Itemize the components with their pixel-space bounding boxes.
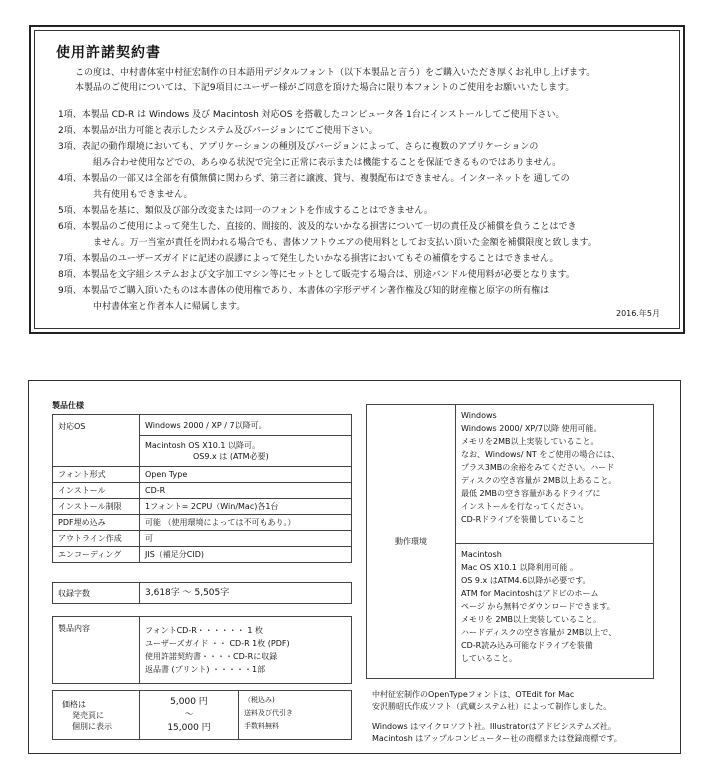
env-mac [456, 544, 654, 679]
spec-value: 1フォント= 2CPU（Win/Mac)各1台 [140, 499, 352, 515]
env-mac-line: ハードディスクの空き容量が 2MB以上で、 [461, 628, 617, 637]
license-intro-line: 本製品のご使用については、下記9項目にユーザー様がご同意を頂けた場合に限り本フォントのご使用をお願いいたします。 [75, 83, 575, 93]
spec-value: 可能 （使用環境によっては不可もあり。） [140, 515, 352, 531]
license-item-6: 6項、本製品のご使用によって発生した、直接的、間接的、波及的ないかなる損害について一切の責任及び補償を負うことはでき [58, 222, 577, 232]
price-values [140, 691, 239, 740]
price-label-line: 個別に表示 [72, 721, 112, 731]
footnote-line: Windows はマイクロソフト社。Illustratorはアドビシステムズ社。 [372, 722, 616, 731]
spec-value: Open Type [140, 467, 352, 483]
price-note-line: （税込み) [244, 696, 275, 704]
spec-row-os [53, 415, 352, 436]
contents-item: 返品書 (プリント) ・・・・・1部 [145, 665, 266, 674]
price-table [52, 690, 352, 740]
license-item-2: 2項、本製品が出力可能と表示したシステム及びバージョンにてご使用下さい。 [58, 126, 378, 136]
license-title: 使用許諾契約書 [56, 45, 161, 61]
contents-row [53, 617, 352, 684]
license-item-4: 4項、本製品の一部又は全部を有償無償に関わらず、第三者に譲渡、貸与、複製配布はできません。インターネットを 通しての [58, 174, 570, 184]
env-mac-line: メモリを 2MB以上実装していること。 [461, 615, 602, 624]
contents-item: 使用許諾契約書・・・・CD-Rに収録 [145, 652, 278, 661]
spec-value [140, 436, 352, 467]
license-item-9: 9項、本製品でご購入頂いたものは本書体の使用権であり、本書体の字形デザイン著作権及び知的財産権と原字の所有権は [58, 286, 550, 296]
license-item-1: 1項、本製品 CD-R は Windows 及び Macintosh 対応OS を搭載したコンピュータ各 1台にインストールしてご使用下さい。 [58, 110, 565, 120]
license-item-9-cont: 中村書体室と作者本人に帰属します。 [93, 302, 246, 312]
spec-value-line: Macintosh OS X10.1 以降可。 [145, 441, 261, 450]
env-table [366, 404, 654, 679]
char-count-table [52, 582, 352, 604]
spec-label: アウトライン作成 [53, 531, 140, 547]
price-range-mark: 〜 [184, 709, 194, 720]
contents-item: フォントCD-R・・・・・・ 1 枚 [145, 626, 263, 635]
spec-label: インストール [53, 483, 140, 499]
spec-label: フォント形式 [53, 467, 140, 483]
env-mac-line: Mac OS X10.1 以降利用可能 。 [461, 563, 579, 572]
spec-row [53, 531, 352, 547]
env-windows [456, 405, 654, 544]
env-windows-line: Windows 2000/ XP/7以降 使用可能。 [461, 424, 602, 433]
footnotes [372, 689, 622, 745]
env-windows-line: CD-Rドライブを装備していること [461, 515, 585, 524]
footnote-line: 中村征宏制作のOpenTypeフォントは、OTEdit for Mac [372, 690, 575, 699]
env-mac-line: CD-R読み込み可能なドライブを装備 [461, 641, 593, 650]
spec-row [53, 499, 352, 515]
char-count-value: 3,618字 ～ 5,505字 [140, 583, 352, 604]
footnote-line: Macintosh はアップルコンピューター社の商標または登録商標です。 [372, 734, 622, 743]
license-item-8: 8項、本製品を文字組システムおよび文字加工マシン等にセットとして販売する場合は、別途バンドル使用料が必要となります。 [58, 270, 575, 280]
license-item-3-cont: 組み合わせ使用などでの、あらゆる状況で完全に正常に表示または機能することを保証できるものではありません。 [93, 158, 562, 168]
spec-table [52, 414, 352, 563]
contents-item: ユーザーズガイド ・・ CD-R 1枚 (PDF) [145, 639, 290, 648]
spec-title: 製品仕様 [52, 401, 84, 410]
license-date: 2016.年5月 [616, 309, 660, 318]
price-note-line: 送料及び代引き [244, 709, 293, 717]
spec-label: インストール制限 [53, 499, 140, 515]
spec-value: CD-R [140, 483, 352, 499]
env-windows-line: プラス3MBの余裕をみてください。ハード [461, 463, 615, 472]
env-windows-line: メモリを2MB以上実装していること。 [461, 437, 599, 446]
spec-row [53, 467, 352, 483]
spec-label: 対応OS [53, 415, 140, 467]
contents-table [52, 616, 352, 684]
env-windows-line: インストールを行なってください。 [461, 502, 589, 511]
env-mac-line: ATM for Macintoshはアドビのホーム [461, 589, 599, 598]
env-row-windows [367, 405, 654, 544]
license-item-4-cont: 共有使用もできません。 [93, 190, 193, 200]
env-mac-line: していること。 [461, 654, 517, 663]
price-label [53, 691, 140, 740]
char-count-row [53, 583, 352, 604]
price-note [239, 691, 352, 740]
spec-value: JIS（補足分CID) [140, 547, 352, 563]
char-count-label: 収録字数 [53, 583, 140, 604]
env-mac-line: Macintosh [461, 550, 502, 559]
contents-label: 製品内容 [53, 617, 140, 684]
env-mac-line: OS 9.x はATM4.6以降が必要です。 [461, 576, 591, 585]
env-mac-line: ページ から無料でダウンロードできます。 [461, 602, 615, 611]
price-row [53, 691, 352, 740]
footnote-spacer [372, 713, 622, 721]
env-label: 動作環境 [367, 405, 456, 679]
contents-list [140, 617, 352, 684]
license-intro-line: この度は、中村書体室中村征宏制作の日本語用デジタルフォント（以下本製品と言う）をご購入いただき厚くお礼申し上げます。 [75, 68, 596, 78]
license-item-7: 7項、本製品のユーザーズガイドに記述の誤謬によって発生したいかなる損害においてもその補償をすることはできません。 [58, 254, 559, 264]
footnote-line: 安沢勝昭氏作成ソフト（武蔵システム社）によって制作しました。 [372, 702, 612, 711]
spec-row [53, 547, 352, 563]
license-item-6-cont: ません。万一当室が責任を問われる場合でも、書体ソフトウエアの使用料としてお支払い頂いた金額を補償限度と致します。 [93, 238, 597, 248]
spec-value-line: OS9.x は (ATM必要) [193, 452, 269, 461]
env-windows-line: なお、Windows/ NT をご使用の場合には、 [461, 450, 620, 459]
env-windows-line: ディスクの空き容量が 2MB以上あること。 [461, 476, 617, 485]
price-label-line: 発売頁に [72, 710, 104, 720]
env-windows-line: Windows [461, 411, 497, 420]
price-note-line: 手数料無料 [244, 722, 279, 730]
license-item-3: 3項、表記の動作環境においても、アプリケーションの種別及びバージョンによって、さらに複数のアプリケーションの [58, 142, 539, 152]
price-max: 15,000 円 [167, 722, 211, 733]
spec-label: エンコーディング [53, 547, 140, 563]
license-item-5: 5項、本製品を基に、類似及び部分改変または同一のフォントを作成することはできません。 [58, 206, 433, 216]
spec-label: PDF埋め込み [53, 515, 140, 531]
spec-row [53, 483, 352, 499]
price-label-line: 価格は [62, 699, 86, 709]
spec-value: 可 [140, 531, 352, 547]
env-windows-line: 最低 2MBの空き容量があるドライブに [461, 489, 601, 498]
spec-row [53, 515, 352, 531]
price-min: 5,000 円 [170, 696, 208, 707]
spec-value: Windows 2000 / XP / 7以降可。 [140, 415, 352, 436]
